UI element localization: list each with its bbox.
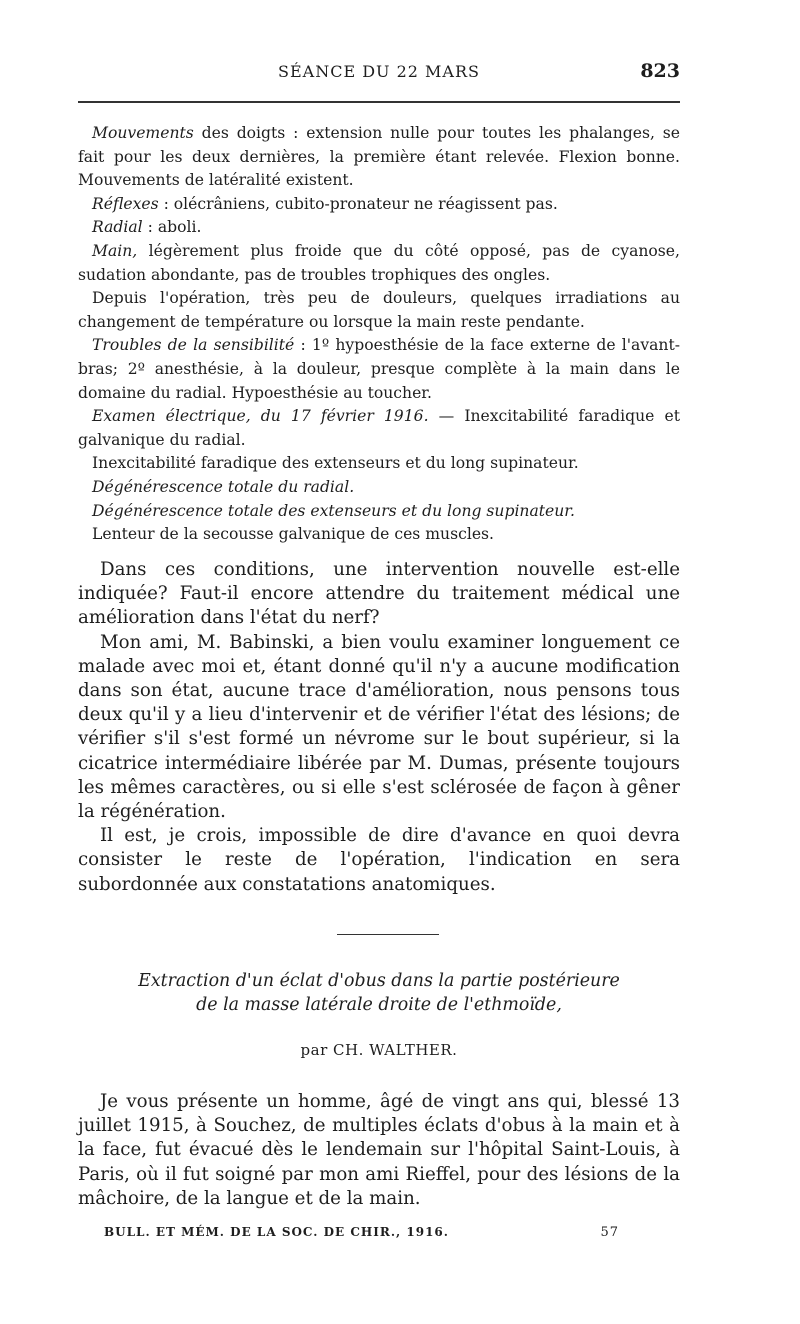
note-paragraph: Main, légèrement plus froide que du côté opposé, pas de cyanose, sudation abondante, pas de troubles trophiques des ongles. xyxy=(78,241,680,284)
note-paragraph: Réflexes : olécrâniens, cubito-pronateur ne réagissent pas. xyxy=(92,194,558,213)
note-paragraph: Inexcitabilité faradique des extenseurs et du long supinateur. xyxy=(92,454,579,473)
footer-citation: BULL. ET MÉM. DE LA SOC. DE CHIR., 1916. xyxy=(104,1225,449,1239)
note-paragraph: Examen électrique, du 17 février 1916. — Inexcitabilité faradique et galvanique du radial. xyxy=(78,407,680,449)
page-number: 823 xyxy=(640,60,680,82)
note-paragraph: Radial : aboli. xyxy=(92,218,202,237)
note-paragraph: Dégénérescence totale des extenseurs et du long supinateur. xyxy=(92,501,576,520)
article-title-line: de la masse latérale droite de l'ethmoïde, xyxy=(196,995,562,1015)
note-paragraph: Mouvements des doigts : extension nulle pour toutes les phalanges, se fait pour les deux dernières, la première étant relevée. Flexion bonne. Mouvements de latéralité existent. xyxy=(78,124,680,190)
running-header xyxy=(78,62,680,90)
article-byline: par CH. WALTHER. xyxy=(300,1041,458,1059)
header-title: SÉANCE DU 22 MARS xyxy=(278,62,480,81)
note-paragraph: Lenteur de la secousse galvanique de ces muscles. xyxy=(92,525,495,544)
body-paragraph: Je vous présente un homme, âgé de vingt ans qui, blessé 13 juillet 1915, à Souchez, de multiples éclats d'obus à la main et à la face, fut évacué dès le lendemain sur l'hôpital Saint-Louis, à Paris, où il fut soigné par mon ami Rieffel, pour des lésions de la mâchoire, de la langue et de la main. xyxy=(78,1091,680,1209)
note-paragraph: Dégénérescence totale du radial. xyxy=(92,477,355,496)
footer-signature: 57 xyxy=(600,1225,619,1240)
article-text xyxy=(78,1090,680,1211)
note-paragraph: Troubles de la sensibilité : 1º hypoesthésie de la face externe de l'avant-bras; 2º anesthésie, à la douleur, presque complète à la main dans le domaine du radial. Hypoesthésie au toucher. xyxy=(78,336,680,402)
page-footer xyxy=(104,1225,619,1239)
section-divider xyxy=(337,934,439,935)
article-title-line: Extraction d'un éclat d'obus dans la partie postérieure xyxy=(138,971,620,991)
main-text xyxy=(78,558,680,897)
body-paragraph: Dans ces conditions, une intervention nouvelle est-elle indiquée? Faut-il encore attendre du traitement médical une amélioration dans l'état du nerf? xyxy=(78,559,680,629)
body-paragraph: Il est, je crois, impossible de dire d'avance en quoi devra consister le reste de l'opération, l'indication en sera subordonnée aux constatations anatomiques. xyxy=(78,825,680,895)
note-paragraph: Depuis l'opération, très peu de douleurs, quelques irradiations au changement de température ou lorsque la main reste pendante. xyxy=(78,289,680,331)
article-title xyxy=(78,969,680,1017)
case-notes xyxy=(78,122,680,547)
body-paragraph: Mon ami, M. Babinski, a bien voulu examiner longuement ce malade avec moi et, étant donné qu'il n'y a aucune modification dans son état, aucune trace d'amélioration, nous pensons tous deux qu'il y a lieu d'intervenir et de vérifier l'état des lésions; de vérifier s'il s'est formé un névrome sur le bout supérieur, si la cicatrice intermédiaire libérée par M. Dumas, présente toujours les mêmes caractères, ou si elle s'est sclérosée de façon à gêner la régénération. xyxy=(78,631,680,823)
header-rule xyxy=(78,101,680,103)
